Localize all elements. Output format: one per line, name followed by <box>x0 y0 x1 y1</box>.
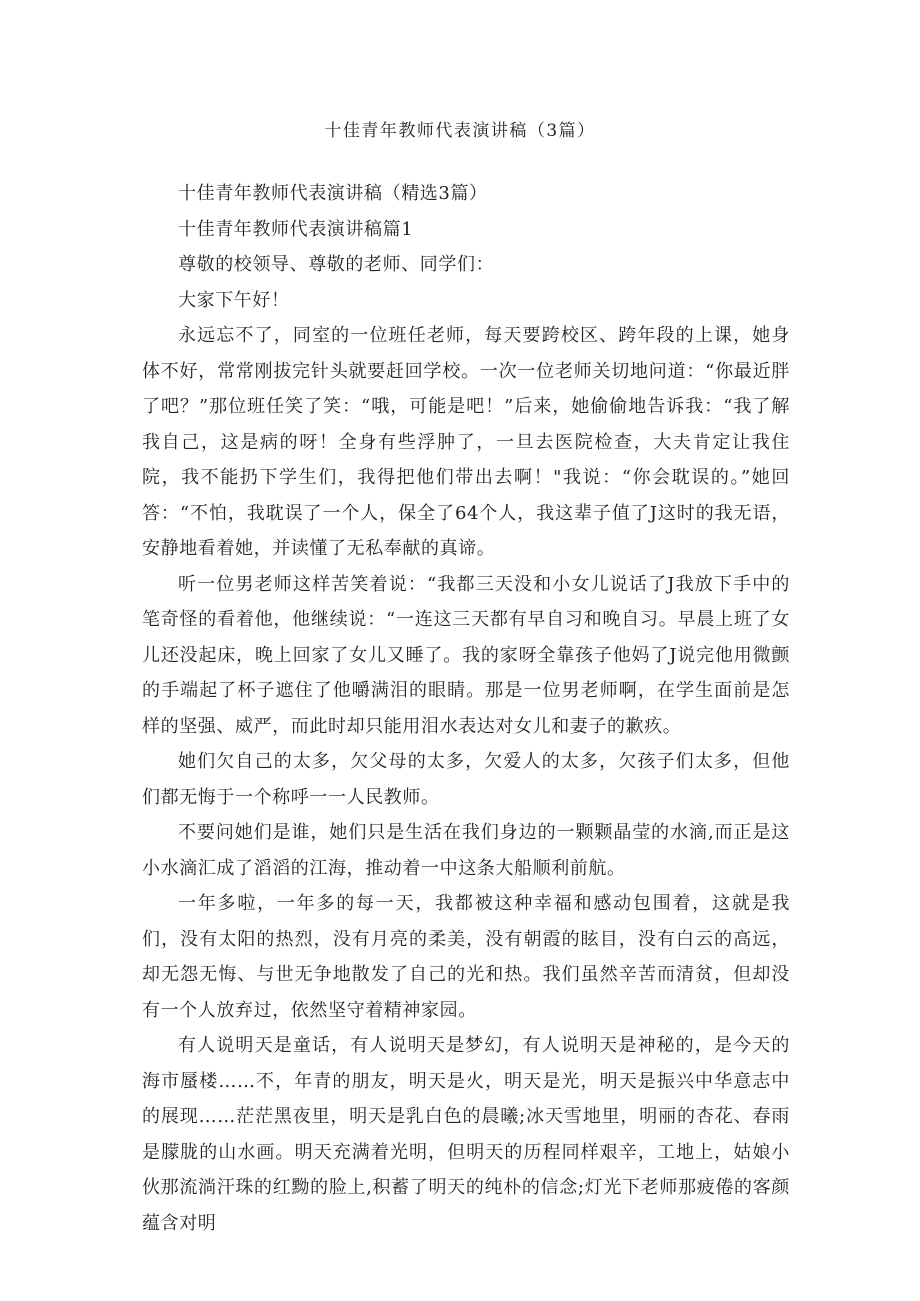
body-paragraph: 听一位男老师这样苦笑着说：“我都三天没和小女儿说话了J我放下手中的笔奇怪的看着他，他继续说：“一连这三天都有早自习和晚自习。早晨上班了女儿还没起床，晚上回家了女儿又睡了。我的家呀全靠孩子他妈了J说完他用微颤的手端起了杯子遮住了他嚼满泪的眼睛。那是一位男老师啊，在学生面前是怎样的坚强、威严，而此时却只能用泪水表达对女儿和妻子的歉疚。 <box>142 573 790 737</box>
document-body <box>142 176 790 1241</box>
document-title: 十佳青年教师代表演讲稿（3篇） <box>324 121 596 141</box>
section-heading: 十佳青年教师代表演讲稿篇1 <box>178 218 414 240</box>
subtitle-paragraph: 十佳青年教师代表演讲稿（精选3篇） <box>178 183 488 204</box>
greeting-paragraph: 大家下午好！ <box>178 289 290 311</box>
body-paragraph: 一年多啦，一年多的每一天，我都被这种幸福和感动包围着，这就是我们，没有太阳的热烈，没有月亮的柔美，没有朝霞的眩目，没有白云的高远，却无怨无悔、与世无争地散发了自己的光和热。我们虽然辛苦而清贫，但却没有一个人放弃过，依然坚守着精神家园。 <box>142 893 790 1021</box>
salutation-paragraph: 尊敬的校领导、尊敬的老师、同学们： <box>178 254 495 275</box>
body-paragraph: 永远忘不了，同室的一位班任老师，每天要跨校区、跨年段的上课，她身体不好，常常刚拔完针头就要赶回学校。一次一位老师关切地问道：“你最近胖了吧？”那位班任笑了笑：“哦，可能是吧！”后来，她偷偷地告诉我：“我了解我自己，这是病的呀！全身有些浮肿了，一旦去医院检查，大夫肯定让我住院，我不能扔下学生们，我得把他们带出去啊！"我说：“你会耽误的。”她回答：“不怕，我耽误了一个人，保全了64个人，我这辈子值了J这时的我无语，安静地看着她，并读懂了无私奉献的真谛。 <box>142 325 790 559</box>
body-paragraph: 有人说明天是童话，有人说明天是梦幻，有人说明天是神秘的，是今天的海市蜃楼……不，年青的朋友，明天是火，明天是光，明天是振兴中华意志中的展现……茫茫黑夜里，明天是乳白色的晨曦;冰天雪地里，明丽的杏花、春雨是朦胧的山水画。明天充满着光明，但明天的历程同样艰辛，工地上，姑娘小伙那流淌汗珠的红黝的脸上,积蓄了明天的纯朴的信念;灯光下老师那疲倦的客颜蕴含对明 <box>142 1035 790 1234</box>
body-paragraph: 不要问她们是谁，她们只是生活在我们身边的一颗颗晶莹的水滴,而正是这小水滴汇成了滔滔的江海，推动着一中这条大船顺利前航。 <box>142 822 790 879</box>
body-paragraph: 她们欠自己的太多，欠父母的太多，欠爱人的太多，欠孩子们太多，但他们都无悔于一个称呼一一人民教师。 <box>142 751 790 808</box>
